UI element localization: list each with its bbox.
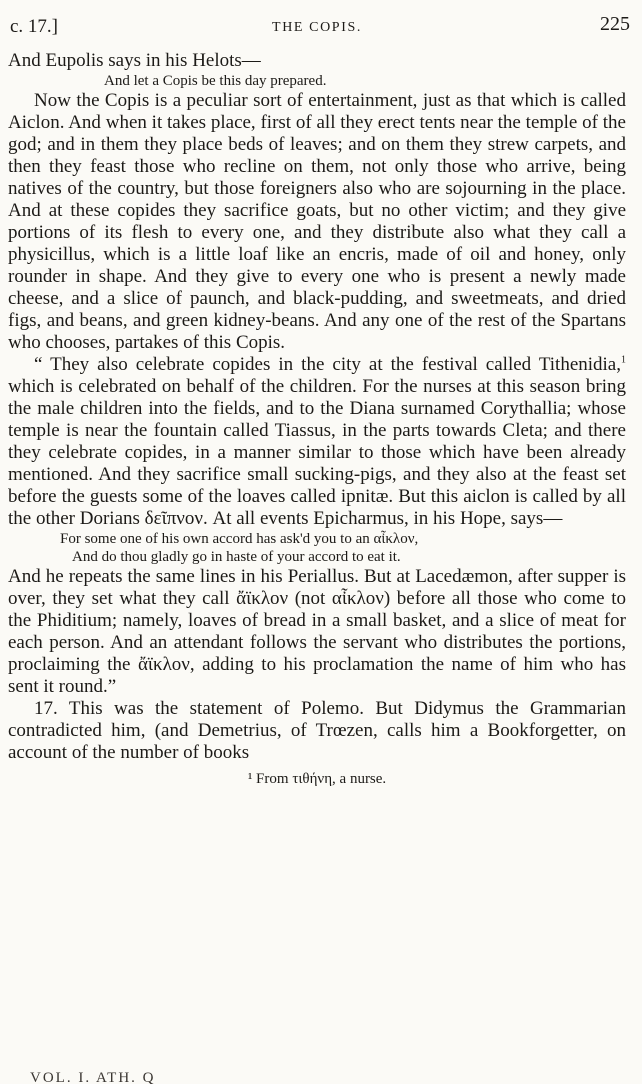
footnote-marker: 1	[621, 354, 626, 366]
intro-line: And Eupolis says in his Helots—	[8, 50, 261, 71]
verse-quotation: And let a Copis be this day prepared.	[104, 73, 327, 89]
paragraph: Now the Copis is a peculiar sort of entertainment, just as that which is called Aiclon. And when it takes place, first of all they erect tents near the temple of the god; and in them they place beds of leaves; and on them they strew carpets, and then they feast those who recline on them, not only those who arrive, being natives of the country, but those foreigners also who are sojourning in the place. And at these copides they sacrifice goats, but no other victim; and they give portions of its flesh to every one, and they distribute also what they call a physicillus, which is a little loaf like an encris, made of oil and honey, only rounder in shape. And they give to every one who is present a newly made cheese, and a slice of paunch, and black-pudding, and sweetmeats, and dried figs, and beans, and green kidney-beans. And any one of the rest of the Spartans who chooses, partakes of this Copis.	[8, 90, 626, 353]
paragraph	[8, 354, 626, 530]
body-text	[8, 50, 626, 764]
book-page	[8, 0, 630, 788]
running-head	[8, 0, 630, 50]
footnote: ¹ From τιθήνη, a nurse.	[247, 771, 387, 787]
verse-quotation: For some one of his own accord has ask'd you to an αἶκλον,	[60, 531, 419, 547]
signature-line: VOL. I. ATH. Q	[30, 1070, 156, 1084]
chapter-reference: c. 17.]	[10, 16, 59, 37]
paragraph-text: which is celebrated on behalf of the children. For the nurses at this season bring the male children into the fields, and to the Diana surnamed Corythallia; whose temple is near the fountain called Tiassus, in the parts towards Cleta; and there they celebrate copides, in a manner similar to those which have been already mentioned. And they sacrifice small sucking-pigs, and they also at the feast set before the guests some of the loaves called ipnitæ. But this aiclon is called by all the other Dorians δεῖπνον. At all events Epicharmus, in his Hope, says—	[8, 376, 626, 529]
page-number: 225	[600, 13, 630, 35]
paragraph: 17. This was the statement of Polemo. But Didymus the Grammarian contradicted him, (and Demetrius, of Trœzen, calls him a Bookforgetter, on account of the number of books	[8, 698, 626, 763]
paragraph: And he repeats the same lines in his Periallus. But at Lacedæmon, after supper is over, they set what they call ἄϊκλον (not αἶκλον) before all those who come to the Phiditium; namely, loaves of bread in a small basket, and a slice of meat for each person. And an attendant follows the servant who distributes the portions, proclaiming the ἄϊκλον, adding to his proclamation the name of him who has sent it round.”	[8, 566, 626, 697]
paragraph-text: “ They also celebrate copides in the city at the festival called Tithenidia,	[34, 354, 621, 375]
running-title: THE COPIS.	[272, 20, 362, 35]
verse-quotation: And do thou gladly go in haste of your accord to eat it.	[72, 549, 401, 565]
